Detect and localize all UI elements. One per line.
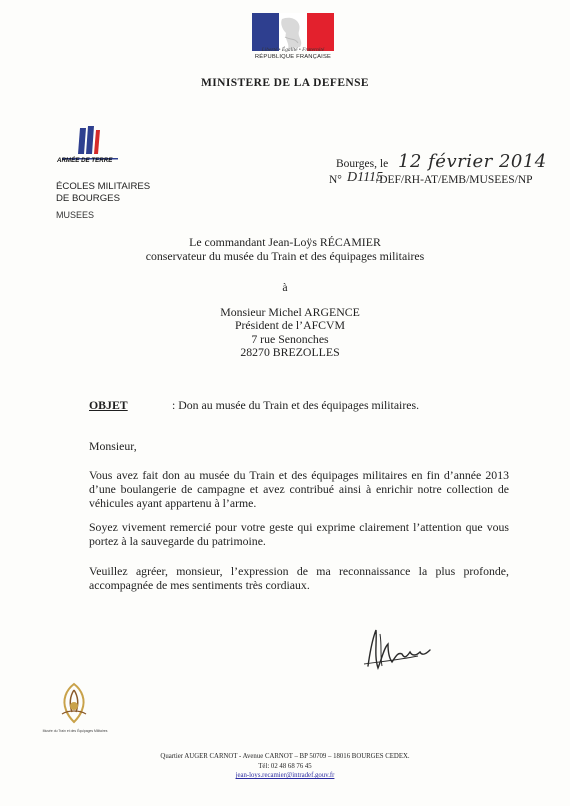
subject-label: OBJET bbox=[89, 398, 128, 412]
salutation: Monsieur, bbox=[89, 439, 137, 453]
department-name: MUSEES bbox=[56, 210, 95, 220]
ministry-title: MINISTERE DE LA DEFENSE bbox=[200, 77, 369, 89]
footer-phone: Tél: 02 48 68 76 45 bbox=[258, 763, 312, 770]
footer-email-link[interactable]: jean-loys.recamier@intradef.gouv.fr bbox=[235, 772, 335, 779]
museum-logo bbox=[56, 680, 92, 726]
subject-text: : Don au musée du Train et des équipages militaires. bbox=[172, 398, 420, 412]
handwritten-date: 12 février 2014 bbox=[398, 151, 547, 172]
body-paragraph: Vous avez fait don au musée du Train et des équipages militaires en fin d’année 2013 d’une boulangerie de campagne et avez contribué ainsi à enrichir notre collection de véhicules ayant appartenu à l’arme. bbox=[89, 468, 509, 510]
handwritten-reference-number: D1115 bbox=[347, 170, 384, 185]
school-name-line2: DE BOURGES bbox=[56, 193, 120, 204]
recipient-city: 28270 BREZOLLES bbox=[240, 345, 340, 359]
body-paragraph: Soyez vivement remercié pour votre geste qui exprime clairement l’attention que vous portez à la sauvegarde du patrimoine. bbox=[89, 520, 509, 548]
body-paragraph: Veuillez agréer, monsieur, l’expression de ma reconnaissance la plus profonde, accompagnée de mes sentiments très cordiaux. bbox=[89, 564, 509, 592]
recipient-name: Monsieur Michel ARGENCE bbox=[220, 305, 360, 319]
reference-prefix: N° bbox=[329, 174, 342, 186]
date-prefix: Bourges, le bbox=[336, 158, 389, 170]
republic-name: RÉPUBLIQUE FRANÇAISE bbox=[254, 54, 332, 60]
signature bbox=[358, 622, 438, 674]
school-name-line1: ÉCOLES MILITAIRES bbox=[56, 181, 151, 192]
reference-code: /DEF/RH-AT/EMB/MUSEES/NP bbox=[376, 174, 533, 186]
marianne-logo bbox=[252, 13, 334, 51]
sender-title: conservateur du musée du Train et des équipages militaires bbox=[145, 249, 425, 263]
to-word: à bbox=[282, 280, 288, 294]
recipient-title: Président de l’AFCVM bbox=[234, 318, 346, 332]
footer-address: Quartier AUGER CARNOT - Avenue CARNOT – BP 50709 – 18016 BOURGES CEDEX. bbox=[160, 753, 410, 760]
sender-name: Le commandant Jean-Loÿs RÉCAMIER bbox=[189, 235, 381, 249]
recipient-street: 7 rue Senonches bbox=[251, 332, 329, 346]
museum-caption: Musée du Train et des Équipages Militaires bbox=[42, 729, 108, 733]
republic-motto: Liberté • Égalité • Fraternité bbox=[261, 47, 325, 53]
army-label: ARMÉE DE TERRE bbox=[57, 157, 113, 164]
